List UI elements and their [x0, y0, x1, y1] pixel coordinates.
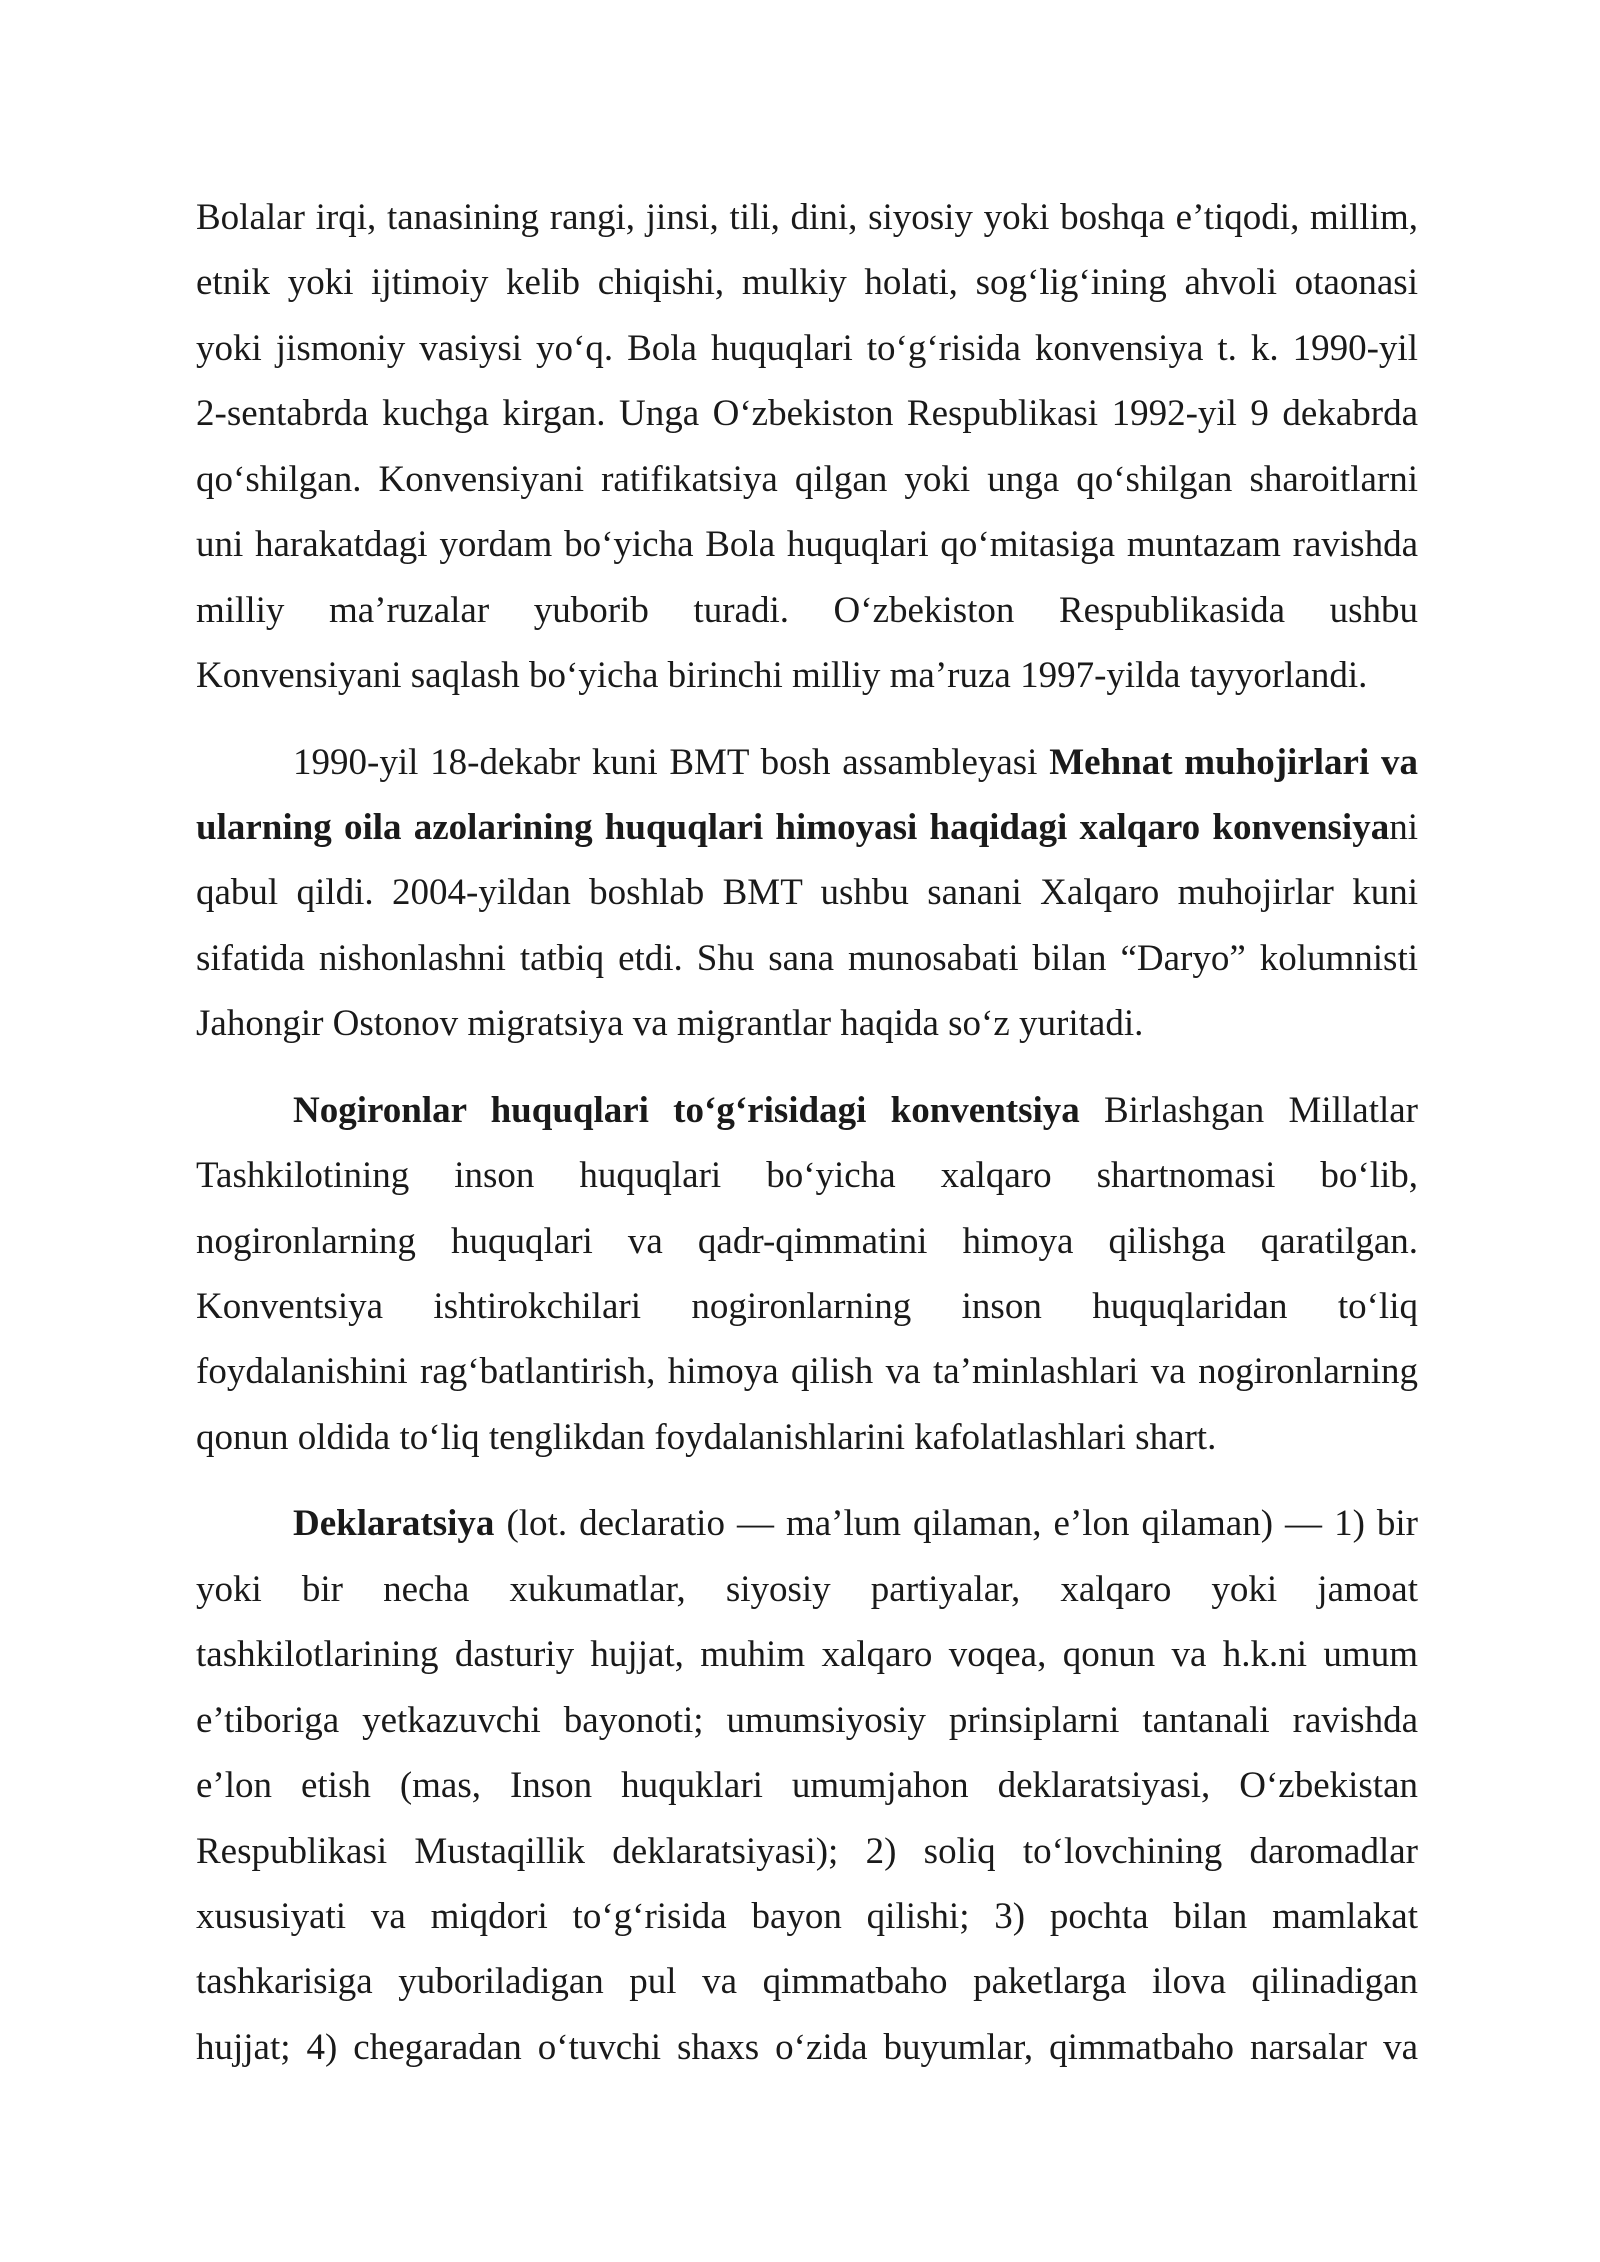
- paragraph: [196, 1078, 1418, 1471]
- text-line: Tashkilotining inson huquqlari bo‘yicha xalqaro shartnomasi bo‘lib,: [196, 1155, 1418, 1197]
- text-line: e’lon etish (mas, Inson huquklari umumjahon deklaratsiyasi, O‘zbekistan: [196, 1765, 1418, 1807]
- text-line: [196, 795, 1418, 860]
- text-line: Bolalar irqi, tanasining rangi, jinsi, tili, dini, siyosiy yoki boshqa e’tiqodi, millim,: [196, 197, 1418, 238]
- text-line: tashkilotlarining dasturiy hujjat, muhim xalqaro voqea, qonun va h.k.ni umum: [196, 1634, 1418, 1676]
- bold-term: Mehnat muhojirlari va: [1049, 741, 1418, 783]
- text-run: ni: [1389, 806, 1418, 848]
- text-line: milliy ma’ruzalar yuborib turadi. O‘zbekiston Respublikasida ushbu: [196, 589, 1418, 631]
- text-line: sifatida nishonlashni tatbiq etdi. Shu sana munosabati bilan “Daryo” kolumnisti: [196, 937, 1418, 979]
- text-line: qo‘shilgan. Konvensiyani ratifikatsiya qilgan yoki unga qo‘shilgan sharoitlarni: [196, 458, 1418, 500]
- text-line: Konvensiyani saqlash bo‘yicha birinchi milliy ma’ruza 1997-yilda tayyorlandi.: [196, 655, 1368, 697]
- bold-term: ularning oila azolarining huquqlari himoyasi haqidagi xalqaro konvensiya: [196, 806, 1390, 848]
- paragraph: [196, 730, 1418, 1057]
- text-line: tashkarisiga yuboriladigan pul va qimmatbaho paketlarga ilova qilinadigan: [196, 1961, 1418, 2003]
- text-line: xususiyati va miqdori to‘g‘risida bayon qilishi; 3) pochta bilan mamlakat: [196, 1895, 1418, 1937]
- text-line: uni harakatdagi yordam bo‘yicha Bola huquqlari qo‘mitasiga muntazam ravishda: [196, 524, 1418, 566]
- text-line: Jahongir Ostonov migratsiya va migrantlar haqida so‘z yuritadi.: [196, 1003, 1144, 1045]
- document-body: [196, 185, 1418, 2101]
- text-line: yoki bir necha xukumatlar, siyosiy partiyalar, xalqaro yoki jamoat: [196, 1568, 1418, 1610]
- text-line: hujjat; 4) chegaradan o‘tuvchi shaxs o‘zida buyumlar, qimmatbaho narsalar va: [196, 2026, 1418, 2068]
- text-line: etnik yoki ijtimoiy kelib chiqishi, mulkiy holati, sog‘lig‘ining ahvoli otaonasi: [196, 262, 1418, 304]
- text-run: (lot. declaratio — ma’lum qilaman, e’lon qilaman) — 1) bir: [494, 1503, 1418, 1545]
- text-line: [196, 1078, 1418, 1143]
- paragraph: [196, 185, 1418, 709]
- text-run: Birlashgan Millatlar: [1079, 1089, 1418, 1131]
- text-run: 1990-yil 18-dekabr kuni BMT bosh assambleyasi: [293, 741, 1050, 783]
- text-line: yoki jismoniy vasiysi yo‘q. Bola huquqlari to‘g‘risida konvensiya t. k. 1990-yil: [196, 327, 1418, 369]
- text-line: nogironlarning huquqlari va qadr-qimmatini himoya qilishga qaratilgan.: [196, 1220, 1418, 1262]
- text-line: 2-sentabrda kuchga kirgan. Unga O‘zbekiston Respublikasi 1992-yil 9 dekabrda: [196, 393, 1418, 435]
- text-line: e’tiboriga yetkazuvchi bayonoti; umumsiyosiy prinsiplarni tantanali ravishda: [196, 1699, 1418, 1741]
- text-line: foydalanishini rag‘batlantirish, himoya qilish va ta’minlashlari va nogironlarning: [196, 1351, 1418, 1393]
- text-line: [196, 730, 1418, 795]
- bold-term: Nogironlar huquqlari to‘g‘risidagi konventsiya: [293, 1089, 1080, 1131]
- text-line: Respublikasi Mustaqillik deklaratsiyasi); 2) soliq to‘lovchining daromadlar: [196, 1830, 1418, 1872]
- bold-term: Deklaratsiya: [293, 1503, 495, 1545]
- text-line: Konventsiya ishtirokchilari nogironlarning inson huquqlaridan to‘liq: [196, 1286, 1418, 1327]
- paragraph: [196, 1491, 1418, 2080]
- text-line: qabul qildi. 2004-yildan boshlab BMT ushbu sanani Xalqaro muhojirlar kuni: [196, 872, 1418, 914]
- text-line: [196, 1491, 1418, 1556]
- text-line: qonun oldida to‘liq tenglikdan foydalanishlarini kafolatlashlari shart.: [196, 1416, 1217, 1458]
